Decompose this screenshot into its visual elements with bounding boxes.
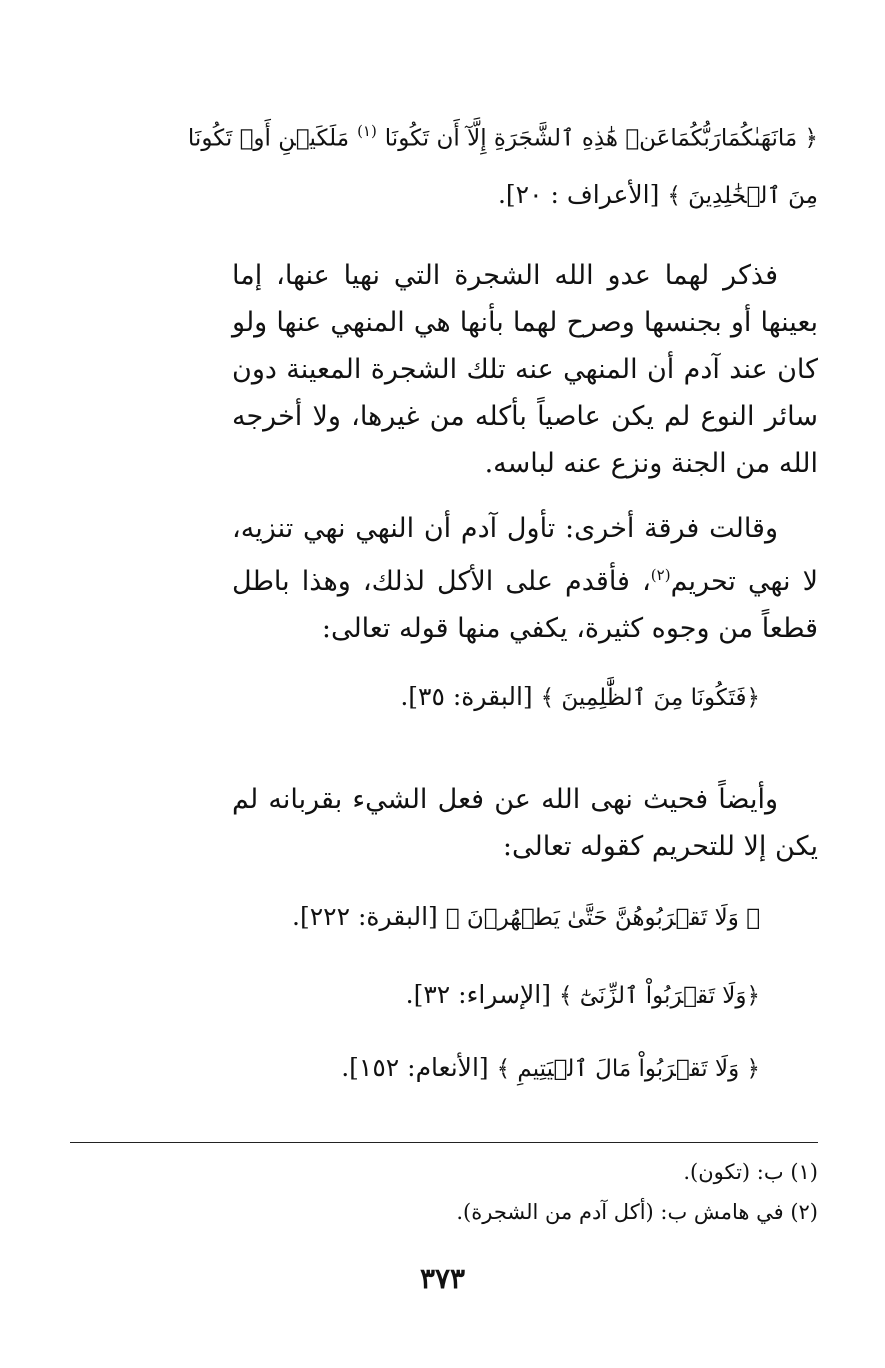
verse-reference: [الأعراف : ٢٠]. <box>497 180 660 209</box>
footnote-1 <box>683 1160 818 1184</box>
footnote-separator <box>70 1142 818 1143</box>
quran-verse-text: ﴿ وَلَا تَقۡرَبُواْ مَالَ ٱلۡيَتِيمِ ﴾ <box>496 1056 760 1082</box>
footnote-1-text: (١) ب: (تكون). <box>683 1160 818 1184</box>
paragraph-1-text: فذكر لهما عدو الله الشجرة التي نهيا عنها، إما بعينها أو بجنسها وصرح لهما بأنها هي المنهي عنها ولو كان عند آدم أن المنهي عنه تلك الشجرة المعينة دون سائر النوع لم يكن عاصياً بأكله من غيرها، ولا أخرجه الله من الجنة ونزع عنه لباسه. <box>232 260 818 479</box>
page-number: ٣٧٣ <box>419 1262 466 1295</box>
verse-al-araf-20-line2 <box>498 180 818 209</box>
paragraph-3-text: وأيضاً فحيث نهى الله عن فعل الشيء بقربانه لم يكن إلا للتحريم كقوله تعالى: <box>232 784 818 862</box>
quran-verse-text: ﴿وَلَا تَقۡرَبُواْ ٱلزِّنَىٰٓ ﴾ <box>558 983 760 1009</box>
verse-al-baqarah-222 <box>292 902 760 931</box>
footnote-marker-1[interactable]: (١) <box>357 122 377 140</box>
paragraph-2-text-a: وقالت فرقة أخرى: تأول آدم أن النهي نهي تنزيه، لا نهي تحريم <box>232 513 818 597</box>
paragraph-1 <box>232 252 818 487</box>
footnote-2 <box>456 1200 818 1224</box>
paragraph-3 <box>232 776 818 870</box>
verse-al-araf-20-line1 <box>188 122 818 151</box>
footnote-2-text: (٢) في هامش ب: (أكل آدم من الشجرة). <box>456 1200 818 1224</box>
quran-verse-text: ﴿فَتَكُونَا مِنَ ٱلظَّٰلِمِينَ ﴾ <box>540 685 760 711</box>
verse-al-anam-152 <box>341 1053 760 1082</box>
verse-al-baqarah-35 <box>400 682 760 711</box>
verse-reference: [البقرة: ٣٥]. <box>400 682 533 711</box>
quran-verse-text: ﴿ وَلَا تَقۡرَبُوهُنَّ حَتَّىٰ يَطۡهُرۡنَ ﴾ <box>445 905 760 931</box>
paragraph-2-text-b: ، فأقدم على الأكل لذلك، وهذا باطل قطعاً من وجوه كثيرة، يكفي منها قوله تعالى: <box>232 566 818 644</box>
verse-reference: [البقرة: ٢٢٢]. <box>292 902 438 931</box>
quran-verse-text-end: مَلَكَيۡنِ أَوۡ تَكُونَا <box>187 125 350 152</box>
verse-reference: [الإسراء: ٣٢]. <box>405 980 551 1009</box>
quran-verse-text: مِنَ ٱلۡخَٰلِدِينَ ﴾ <box>667 183 818 209</box>
verse-reference: [الأنعام: ١٥٢]. <box>341 1053 489 1082</box>
paragraph-2 <box>232 505 818 652</box>
quran-verse-text: ﴿ مَانَهَىٰكُمَارَبُّكُمَاعَنۡ هَٰذِهِ ٱلشَّجَرَةِ إِلَّآ أَن تَكُونَا <box>384 125 818 152</box>
verse-al-isra-32 <box>406 980 760 1009</box>
footnote-marker-2[interactable]: (٢) <box>650 566 671 584</box>
